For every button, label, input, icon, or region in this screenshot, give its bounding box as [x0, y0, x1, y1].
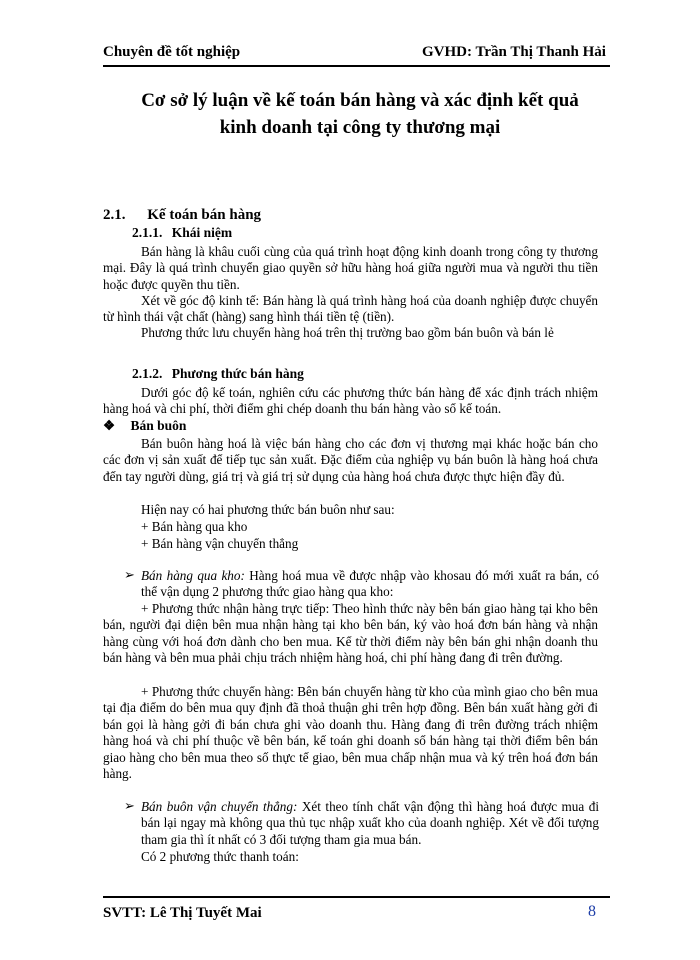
paragraph: Hiện nay có hai phương thức bán buôn như sau: [141, 502, 395, 517]
paragraph: Bán hàng là khâu cuối cùng của quá trình hoạt động kinh doanh trong công ty thương mại. Đây là quá trình chuyển giao quyền sở hữu hàng hoá giữa người mua và người thu tiền hoặc được quyền thu tiền. [103, 244, 598, 292]
section-number: 2.1. [103, 207, 126, 223]
term-text: Xét theo tính chất vận động thì hàng hoá được mua đi bán lại ngay mà không qua thủ tục nhập xuất kho của doanh nghiệp. Xét về đối tượng tham gia thì ít nhất có 3 đối tượng tham gia mua bán. [141, 799, 599, 847]
header-right: GVHD: Trần Thị Thanh Hải [422, 44, 606, 60]
list-item: + Bán hàng vận chuyển thẳng [141, 536, 299, 551]
section-title: Phương thức bán hàng [171, 366, 304, 381]
paragraph: + Phương thức nhận hàng trực tiếp: Theo hình thức này bên bán giao hàng tại kho bên bán, người đại diện bên mua nhận hàng tại kho bên bán, ký vào hoá đơn bán hàng và nhận hàng cùng với hoá đơn dành cho ben mua. Kể từ thời điểm này bên bán ghi nhận doanh thu bán hàng và bên mua phải chịu trách nhiệm hàng hoá, chi phí hàng đang đi trên đường. [103, 601, 598, 666]
list-item: + Bán hàng qua kho [141, 519, 248, 534]
term-text: Hàng hoá mua về được nhập vào khosau đó mới xuất ra bán, có thể vận dụng 2 phương thức giao hàng qua kho: [141, 568, 599, 600]
page-number: 8 [588, 903, 596, 920]
arrow-bullet-icon: ➢ [124, 798, 135, 813]
term-label: Bán hàng qua kho: [141, 568, 245, 583]
paragraph: Phương thức lưu chuyển hàng hoá trên thị trường bao gồm bán buôn và bán lẻ [141, 325, 554, 340]
paragraph: + Phương thức chuyển hàng: Bên bán chuyển hàng từ kho của mình giao cho bên mua tại địa điểm do bên mua quy định đã thoả thuận ghi trên hợp đồng. Bên bán xuất hàng gởi đi bán gọi là hàng gởi đi bán chưa ghi vào doanh thu. Hàng đang đi trên đường trách nhiệm hàng hoá và chi phí thuộc về bên bán, kế toán ghi doanh số bán hàng tại thời điểm bên bán giao hàng cho bên mua theo số thực tế giao, bên mua chấp nhận mua và ký trên hoá đơn bán hàng. [103, 684, 598, 782]
footer-rule [103, 896, 610, 898]
paragraph-van-chuyen-thang [141, 799, 599, 848]
footer-author: SVTT: Lê Thị Tuyết Mai [103, 905, 262, 921]
section-title: Khái niệm [171, 225, 233, 240]
paragraph: Bán buôn hàng hoá là việc bán hàng cho các đơn vị thương mại khác hoặc bán cho các đơn vị sản xuất để tiếp tục sản xuất. Đặc điểm của nghiệp vụ bán buôn là hàng hoá chưa đến tay người dùng, giá trị và giá trị sử dụng của hàng hoá chưa được thực hiện đầy đủ. [103, 436, 598, 484]
arrow-bullet-icon: ➢ [124, 567, 135, 582]
paragraph: Xét về góc độ kinh tế: Bán hàng là quá trình hàng hoá của doanh nghiệp được chuyển từ hình thái vật chất (hàng) sang hình thái tiền tệ (tiền). [103, 293, 598, 325]
subheading-ban-buon [103, 418, 186, 434]
section-heading-2-1-1 [132, 225, 232, 241]
paragraph: Dưới góc độ kế toán, nghiên cứu các phương thức bán hàng để xác định trách nhiệm hàng hoá và chi phí, thời điểm ghi chép doanh thu bán hàng vào sổ kế toán. [103, 385, 598, 417]
subheading-label: Bán buôn [130, 418, 187, 433]
page-title [100, 87, 620, 141]
paragraph-qua-kho [141, 568, 599, 601]
term-label: Bán buôn vận chuyển thẳng: [141, 799, 298, 814]
section-title: Kế toán bán hàng [147, 207, 262, 223]
diamond-bullet-icon: ❖ [103, 418, 116, 433]
section-number: 2.1.1. [132, 225, 163, 240]
header-left: Chuyên đề tốt nghiệp [103, 44, 241, 60]
header-rule [103, 65, 610, 67]
title-line-2: kinh doanh tại công ty thương mại [219, 117, 501, 138]
section-heading-2-1-2 [132, 366, 304, 382]
paragraph: Có 2 phương thức thanh toán: [141, 849, 299, 864]
section-number: 2.1.2. [132, 366, 163, 381]
section-heading-2-1 [103, 207, 261, 224]
title-line-1: Cơ sở lý luận về kế toán bán hàng và xác định kết quả [141, 90, 579, 111]
